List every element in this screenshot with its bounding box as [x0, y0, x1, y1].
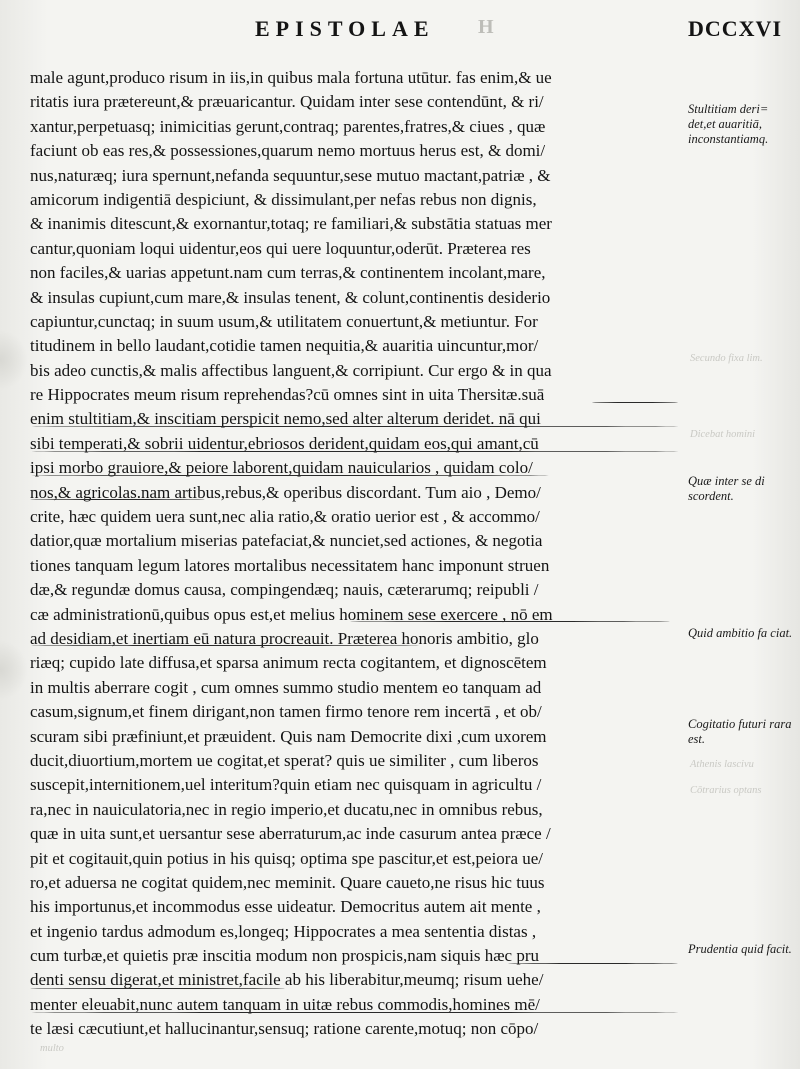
text-line: ipsi morbo grauiore,& peiore laborent,quidam nauicularios , quidam colo/	[30, 458, 533, 478]
ink-underline	[30, 475, 550, 476]
text-line: ra,nec in nauiculatoria,nec in regio imperio,et ducatu,nec in omnibus rebus,	[30, 799, 543, 819]
text-line: casum,signum,et finem dirigant,non tamen firmo tenore rem incertā , et ob/	[30, 702, 542, 722]
text-line: male agunt,produco risum in iis,in quibus mala fortuna utūtur. fas enim,& ue	[30, 68, 552, 87]
margin-note: Stultitiam deri= det,et auaritiā, inconstantiamq.	[688, 102, 769, 146]
bleed-through-note: Athenis lascivu	[690, 759, 754, 770]
ink-underline	[30, 1012, 680, 1013]
folio-number: DCCXVI	[688, 16, 782, 41]
text-line: ad desidiam,et inertiam eū natura procreauit. Præterea honoris ambitio, glo	[30, 628, 539, 648]
ink-underline	[30, 451, 680, 452]
text-line: cæ administrationū,quibus opus est,et melius hominem sese exercere , nō em	[30, 604, 553, 624]
text-line: capiuntur,cunctaq; in suum usum,& utilitatem conuertunt,& metiuntur. For	[30, 311, 538, 331]
text-line: crite, hæc quidem uera sunt,nec alia ratio,& oratio uerior est , & accommo/	[30, 507, 540, 527]
text-line: denti sensu digerat,et ministret,facile ab his liberabitur,meumq; risum uehe/	[30, 970, 544, 990]
text-line: datior,quæ mortalium miserias patefaciat,& nunciet,sed actiones, & negotia	[30, 531, 543, 551]
text-line: xantur,perpetuasq; inimicitias gerunt,contraq; parentes,fratres,& ciues , quæ	[30, 116, 546, 136]
main-text-block	[30, 66, 680, 1042]
margin-note: Quæ inter se di scordent.	[688, 474, 765, 503]
text-line: cantur,quoniam loqui uidentur,eos qui uere loquuntur,oderūt. Præterea res	[30, 238, 531, 258]
text-line: & inanimis ditescunt,& exornantur,totaq; re familiari,& substātia statuas mer	[30, 214, 552, 234]
text-line: amicorum indigentiā despiciunt, & dissimulant,per nefas rebus non dignis,	[30, 189, 537, 209]
text-line: menter eleuabit,nunc autem tanquam in uitæ rebus commodis,homines mē/	[30, 994, 540, 1014]
text-line: tiones tanquam legum latores mortalibus necessitatem hanc imponunt struen	[30, 555, 550, 575]
ink-underline	[30, 426, 680, 427]
text-line: suscepit,internitionem,uel interitum?quin etiam nec quisquam in agricultu /	[30, 775, 542, 795]
text-line: ritatis iura prætereunt,& præuaricantur. Quidam inter sese contendūnt, & ri/	[30, 92, 544, 112]
ink-underline	[592, 402, 678, 403]
margin-note: Prudentia quid facit.	[688, 942, 792, 956]
text-line: quæ in uita sunt,et uersantur sese aberraturum,ac inde casurum antea præce /	[30, 824, 551, 844]
text-line: nus,naturæq; iura spernunt,nefanda sequuntur,sese mutuo mactant,patriæ , &	[30, 165, 551, 185]
ink-underline	[30, 499, 205, 500]
text-line: non faciles,& uarias appetunt.nam cum terras,& continentem incolant,mare,	[30, 263, 546, 283]
text-line: titudinem in bello laudant,cotidie tamen nequitia,& auaritia uincuntur,mor/	[30, 336, 539, 356]
text-line: & insulas cupiunt,cum mare,& insulas tenent, & colunt,continentis desiderio	[30, 287, 551, 307]
bleed-through-note: Dicebat homini	[690, 429, 756, 440]
text-line: scuram sibi præfiniunt,et præuident. Quis nam Democrite dixi ,cum uxorem	[30, 726, 547, 746]
text-line: pit et cogitauit,quin potius in his quisq; optima spe pascitur,et est,peiora ue/	[30, 848, 544, 868]
text-line: et ingenio tardus admodum es,longeq; Hippocrates a mea sententia distas ,	[30, 921, 537, 941]
text-line: in multis aberrare cogit , cum omnes summo studio mentem eo tanquam ad	[30, 677, 542, 697]
text-line: re Hippocrates meum risum reprehendas?cū omnes sint in uita Thersitæ.suā	[30, 385, 545, 405]
text-line: bis adeo cunctis,& malis affectibus languent,& corripiunt. Cur ergo & in qua	[30, 360, 552, 380]
text-line: ro,et aduersa ne cogitat quidem,nec meminit. Quare caueto,ne risus hic tuus	[30, 872, 545, 892]
page-shadow	[0, 640, 28, 700]
running-head: EPISTOLAE	[255, 16, 435, 41]
bleed-through-note: Cōtrarius optans	[690, 785, 762, 796]
ink-underline	[508, 963, 678, 964]
text-line: ducit,diuortium,mortem ue cogitat,et sperat? quis ue similiter , cum liberos	[30, 750, 539, 770]
text-line: nos,& agricolas.nam artibus,rebus,& operibus discordant. Tum aio , Demo/	[30, 482, 541, 502]
ink-underline	[30, 645, 420, 646]
text-line: sibi temperati,& sobrii uidentur,ebriosos derident,quidam eos,qui amant,cū	[30, 433, 539, 453]
text-line: enim stultitiam,& inscitiam perspicit nemo,sed alter alterum deridet. nā qui	[30, 409, 541, 429]
page-shadow	[0, 330, 28, 390]
ink-underline	[350, 621, 670, 622]
margin-note: Quid ambitio fa ciat.	[688, 626, 793, 640]
bleed-through-note: multo	[40, 1043, 64, 1054]
text-line: faciunt ob eas res,& possessiones,quarum nemo mortuus herus est, & domi/	[30, 141, 546, 161]
margin-note: Cogitatio futuri rara est.	[688, 717, 792, 746]
text-line: dæ,& regundæ domus causa, compingendæq; nauis, cæterarumq; reipubli /	[30, 580, 539, 600]
text-line: riæq; cupido late diffusa,et sparsa animum recta cogitantem, et dignoscētem	[30, 653, 547, 673]
text-line: te læsi cæcutiunt,et hallucinantur,sensuq; ratione carente,motuq; non cōpo/	[30, 1019, 539, 1039]
bleed-through-letter: H	[478, 16, 494, 38]
text-line: his importunus,et incommodus esse uideatur. Democritus autem ait mente ,	[30, 897, 541, 917]
bleed-through-note: Secundo fixa lim.	[690, 353, 763, 364]
text-line: cum turbæ,et quietis præ inscitia modum non prospicis,nam siquis hæc pru	[30, 946, 540, 966]
